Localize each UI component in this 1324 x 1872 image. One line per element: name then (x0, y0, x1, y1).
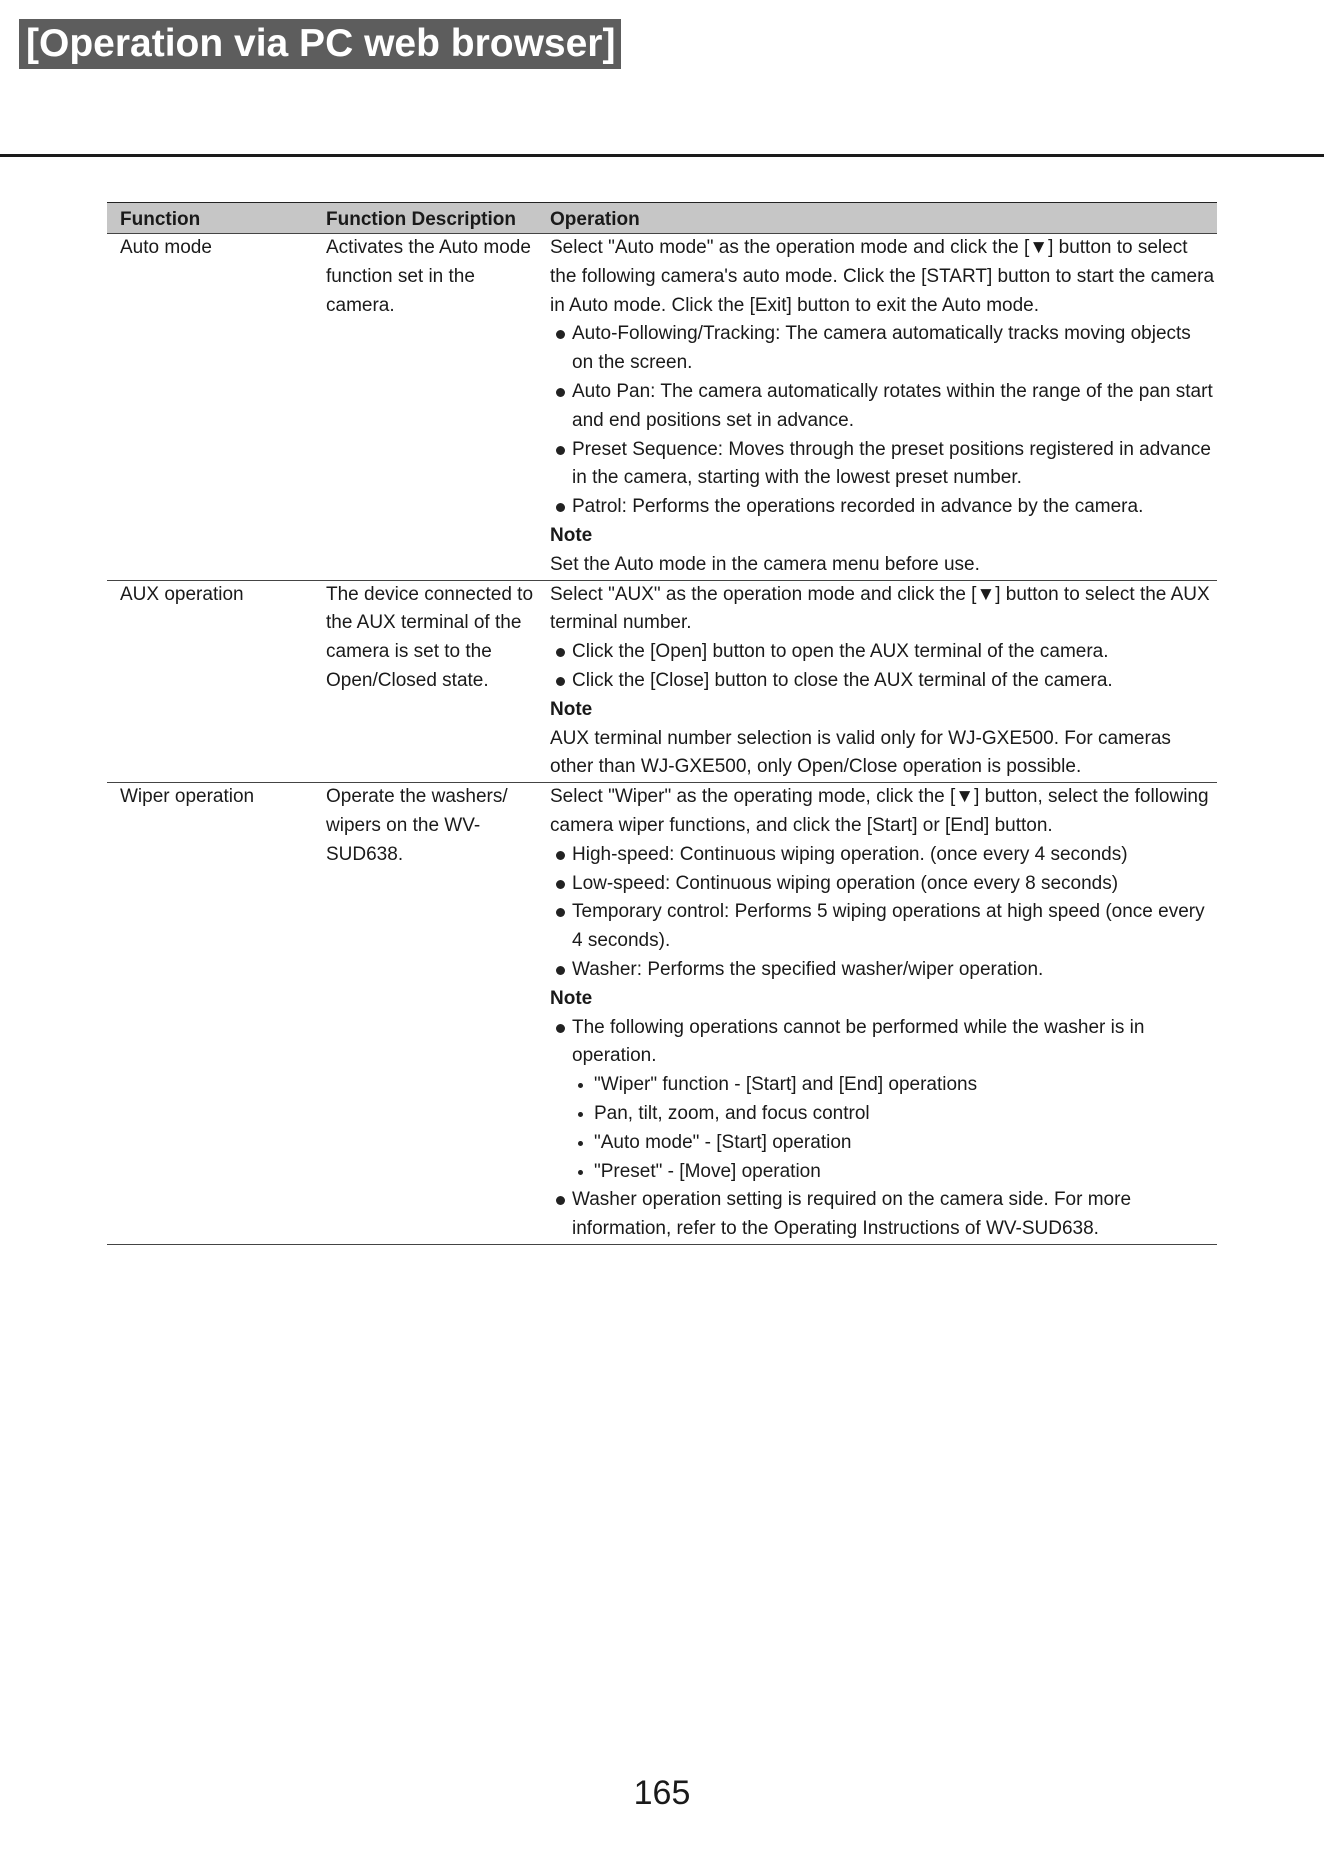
column-header-operation: Operation (548, 203, 1217, 234)
operation-bullet-list (550, 841, 1217, 985)
page-number: 165 (633, 1774, 691, 1812)
function-table (107, 202, 1217, 1245)
column-header-function: Function (107, 203, 313, 234)
sub-list-item: "Auto mode" - [Start] operation (572, 1129, 1217, 1158)
note-bullet-text: The following operations cannot be performed while the washer is in operation. (572, 1016, 1145, 1067)
note-bullet-list (550, 1014, 1217, 1244)
table-row (107, 783, 1217, 1245)
function-cell: Auto mode (107, 234, 313, 581)
description-cell: The device connected to the AUX terminal of the camera is set to the Open/Closed state. (313, 580, 548, 783)
list-item: Auto Pan: The camera automatically rotates within the range of the pan start and end positions set in advance. (550, 378, 1217, 436)
operation-intro: Select "Auto mode" as the operation mode and click the [▼] button to select the following camera's auto mode. Click the [START] button to start the camera in Auto mode. Click the [Exit] button to exit the Auto mode. (550, 237, 1215, 316)
table-header-row (107, 203, 1217, 234)
operation-intro: Select "Wiper" as the operating mode, click the [▼] button, select the following camera wiper functions, and click the [Start] or [End] button. (550, 786, 1209, 836)
note-sub-list (572, 1071, 1217, 1186)
operation-intro: Select "AUX" as the operation mode and click the [▼] button to select the AUX terminal number. (550, 583, 1210, 634)
list-item: Preset Sequence: Moves through the preset positions registered in advance in the camera, starting with the lowest preset number. (550, 436, 1217, 494)
list-item: Click the [Close] button to close the AUX terminal of the camera. (550, 667, 1217, 696)
header-divider (0, 154, 1324, 157)
operation-cell (548, 580, 1217, 783)
note-label: Note (550, 987, 593, 1009)
operation-cell (548, 234, 1217, 581)
note-label: Note (550, 524, 593, 546)
description-cell: Activates the Auto mode function set in the camera. (313, 234, 548, 581)
note-text: AUX terminal number selection is valid only for WJ-GXE500. For cameras other than WJ-GXE500, only Open/Close operation is possible. (550, 727, 1171, 778)
table-row (107, 580, 1217, 783)
list-item: Auto-Following/Tracking: The camera automatically tracks moving objects on the screen. (550, 320, 1217, 378)
list-item (550, 1014, 1217, 1187)
list-item: Low-speed: Continuous wiping operation (once every 8 seconds) (550, 870, 1217, 899)
note-label: Note (550, 698, 593, 720)
list-item: High-speed: Continuous wiping operation. (once every 4 seconds) (550, 841, 1217, 870)
column-header-description: Function Description (313, 203, 548, 234)
function-cell: AUX operation (107, 580, 313, 783)
operation-cell (548, 783, 1217, 1245)
description-cell: Operate the washers/ wipers on the WV-SUD638. (313, 783, 548, 1245)
list-item: Washer: Performs the specified washer/wiper operation. (550, 956, 1217, 985)
table-row (107, 234, 1217, 581)
list-item: Patrol: Performs the operations recorded in advance by the camera. (550, 493, 1217, 522)
sub-list-item: Pan, tilt, zoom, and focus control (572, 1100, 1217, 1129)
sub-list-item: "Wiper" function - [Start] and [End] operations (572, 1071, 1217, 1100)
function-cell: Wiper operation (107, 783, 313, 1245)
operation-bullet-list (550, 638, 1217, 696)
list-item: Washer operation setting is required on the camera side. For more information, refer to the Operating Instructions of WV-SUD638. (550, 1186, 1217, 1244)
list-item: Temporary control: Performs 5 wiping operations at high speed (once every 4 seconds). (550, 898, 1217, 956)
sub-list-item: "Preset" - [Move] operation (572, 1158, 1217, 1187)
list-item: Click the [Open] button to open the AUX terminal of the camera. (550, 638, 1217, 667)
note-text: Set the Auto mode in the camera menu before use. (550, 553, 980, 575)
operation-bullet-list (550, 320, 1217, 522)
section-title: [Operation via PC web browser] (19, 19, 621, 69)
